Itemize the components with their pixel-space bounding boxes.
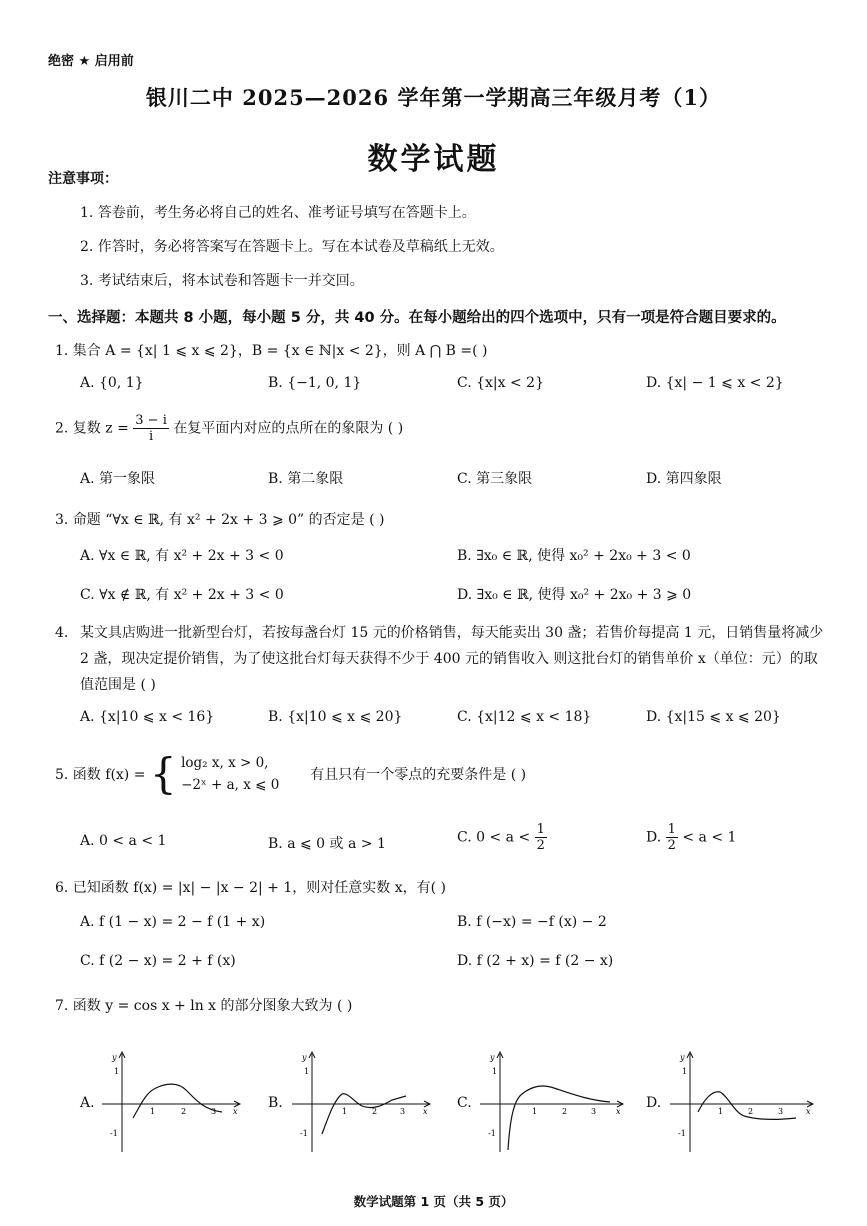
q2-prefix: 2. 复数 z = bbox=[55, 420, 129, 437]
q5-option-d bbox=[646, 822, 736, 853]
q7-label-a: A. bbox=[80, 1095, 95, 1111]
q5-option-a: A. 0 < a < 1 bbox=[80, 833, 167, 849]
q1-option-d: D. {x| − 1 ⩽ x < 2} bbox=[646, 375, 784, 391]
question-7-stem: 7. 函数 y = cos x + ln x 的部分图象大致为 ( ) bbox=[55, 998, 353, 1014]
notice-item: 3. 考试结束后，将本试卷和答题卡一并交回。 bbox=[80, 273, 364, 289]
q7-label-d: D. bbox=[646, 1095, 662, 1111]
q7b-tick-2: 2 bbox=[372, 1107, 378, 1116]
q7b-tick-3: 3 bbox=[400, 1107, 406, 1116]
q7a-one: 1 bbox=[114, 1067, 120, 1076]
q5-option-d-fraction bbox=[666, 822, 678, 853]
q7a-tick-1: 1 bbox=[150, 1107, 156, 1116]
q5-cases bbox=[181, 752, 279, 796]
q5-suffix: 有且只有一个零点的充要条件是 ( ) bbox=[310, 767, 527, 783]
q5-case-1: log₂ x, x > 0, bbox=[181, 755, 269, 771]
q6-option-b: B. f (−x) = −f (x) − 2 bbox=[457, 914, 607, 930]
q7d-tick-2: 2 bbox=[748, 1107, 754, 1116]
q7-graph-a bbox=[100, 1048, 245, 1156]
question-1-stem: 1. 集合 A = {x| 1 ⩽ x ⩽ 2}，B = {x ∈ ℕ|x < 2}，则 A ⋂ B =( ) bbox=[55, 343, 488, 359]
q5-prefix: 5. 函数 f(x) = bbox=[55, 767, 146, 783]
q7b-y-label: y bbox=[302, 1053, 307, 1062]
q5-option-b: B. a ⩽ 0 或 a > 1 bbox=[268, 836, 386, 852]
q7-graph-b bbox=[290, 1048, 435, 1156]
q7b-one: 1 bbox=[304, 1067, 310, 1076]
question-5-stem bbox=[55, 749, 527, 798]
q7d-tick-3: 3 bbox=[778, 1107, 784, 1116]
q7d-tick-1: 1 bbox=[718, 1107, 724, 1116]
notice-item: 1. 答卷前，考生务必将自己的姓名、准考证号填写在答题卡上。 bbox=[80, 205, 476, 221]
q7a-y-label: y bbox=[112, 1053, 117, 1062]
q2-option-d: D. 第四象限 bbox=[646, 471, 722, 487]
q7a-neg-one: -1 bbox=[110, 1129, 118, 1138]
page-footer: 数学试题第 1 页（共 5 页） bbox=[353, 1194, 514, 1209]
subject-title: 数学试题 bbox=[367, 142, 500, 177]
question-2-stem bbox=[55, 413, 403, 444]
q5-option-d-text: < a < 1 bbox=[682, 829, 737, 846]
q4-option-b: B. {x|10 ⩽ x ⩽ 20} bbox=[268, 709, 403, 725]
q7a-x-label: x bbox=[233, 1107, 238, 1116]
q7c-neg-one: -1 bbox=[488, 1129, 496, 1138]
q2-numerator: 3 − i bbox=[135, 413, 167, 428]
q6-option-c: C. f (2 − x) = 2 + f (x) bbox=[80, 953, 236, 969]
q3-option-c: C. ∀x ∉ ℝ, 有 x² + 2x + 3 < 0 bbox=[80, 587, 284, 603]
q7b-neg-one: -1 bbox=[300, 1129, 308, 1138]
q5-c-denominator: 2 bbox=[536, 838, 545, 853]
section-heading: 一、选择题：本题共 8 小题，每小题 5 分，共 40 分。在每小题给出的四个选项中，只有一项是符合题目要求的。 bbox=[48, 310, 786, 326]
q5-case-2: −2ˣ + a, x ⩽ 0 bbox=[181, 777, 280, 793]
q7c-tick-3: 3 bbox=[591, 1107, 597, 1116]
q7c-x-label: x bbox=[616, 1107, 621, 1116]
q1-option-c: C. {x|x < 2} bbox=[457, 375, 544, 391]
q5-d-denominator: 2 bbox=[667, 838, 676, 853]
q2-denominator: i bbox=[148, 429, 154, 444]
question-6-stem: 6. 已知函数 f(x) = |x| − |x − 2| + 1，则对任意实数 x，有( ) bbox=[55, 880, 446, 896]
q7c-tick-1: 1 bbox=[532, 1107, 538, 1116]
q4-option-d: D. {x|15 ⩽ x ⩽ 20} bbox=[646, 709, 781, 725]
q1-option-b: B. {−1, 0, 1} bbox=[268, 375, 362, 391]
q5-d-numerator: 1 bbox=[667, 822, 676, 837]
q7d-neg-one: -1 bbox=[678, 1129, 686, 1138]
question-4-number: 4. bbox=[55, 625, 69, 641]
q1-option-a: A. {0, 1} bbox=[80, 375, 144, 391]
q4-option-c: C. {x|12 ⩽ x < 18} bbox=[457, 709, 592, 725]
q7-label-c: C. bbox=[457, 1095, 472, 1111]
q5-option-c-fraction bbox=[535, 822, 547, 853]
q3-option-d: D. ∃x₀ ∈ ℝ, 使得 x₀² + 2x₀ + 3 ⩾ 0 bbox=[457, 587, 692, 603]
confidential-mark: 绝密 ★ 启用前 bbox=[48, 54, 134, 69]
q2-suffix: 在复平面内对应的点所在的象限为 ( ) bbox=[173, 420, 404, 437]
q7d-x-label: x bbox=[806, 1107, 811, 1116]
q7c-tick-2: 2 bbox=[562, 1107, 568, 1116]
q7-graph-d bbox=[668, 1048, 818, 1156]
q3-option-a: A. ∀x ∈ ℝ, 有 x² + 2x + 3 < 0 bbox=[80, 548, 284, 564]
q2-option-b: B. 第二象限 bbox=[268, 471, 344, 487]
q2-fraction bbox=[133, 413, 169, 444]
q7d-y-label: y bbox=[680, 1053, 685, 1062]
exam-title: 银川二中 2025—2026 学年第一学期高三年级月考（1） bbox=[145, 85, 722, 110]
q7-label-b: B. bbox=[268, 1095, 283, 1111]
q7a-tick-3: 3 bbox=[211, 1107, 217, 1116]
q2-option-a: A. 第一象限 bbox=[80, 471, 156, 487]
q5-option-c bbox=[457, 822, 547, 853]
notice-heading: 注意事项： bbox=[48, 171, 118, 187]
q7-graph-c bbox=[478, 1048, 628, 1156]
q7b-x-label: x bbox=[423, 1107, 428, 1116]
q7d-one: 1 bbox=[682, 1067, 688, 1076]
q5-option-c-text: C. 0 < a < bbox=[457, 829, 531, 846]
question-3-stem: 3. 命题 “∀x ∈ ℝ, 有 x² + 2x + 3 ⩾ 0” 的否定是 ( ) bbox=[55, 512, 385, 528]
q6-option-d: D. f (2 + x) = f (2 − x) bbox=[457, 953, 614, 969]
q7a-tick-2: 2 bbox=[181, 1107, 187, 1116]
q7b-tick-1: 1 bbox=[342, 1107, 348, 1116]
q3-option-b: B. ∃x₀ ∈ ℝ, 使得 x₀² + 2x₀ + 3 < 0 bbox=[457, 548, 691, 564]
notice-item: 2. 作答时，务必将答案写在答题卡上。写在本试卷及草稿纸上无效。 bbox=[80, 239, 504, 255]
q2-option-c: C. 第三象限 bbox=[457, 471, 533, 487]
q5-brace: { bbox=[149, 749, 177, 798]
q4-option-a: A. {x|10 ⩽ x < 16} bbox=[80, 709, 215, 725]
q7c-y-label: y bbox=[490, 1053, 495, 1062]
question-4-stem: 某文具店购进一批新型台灯，若按每盏台灯 15 元的价格销售，每天能卖出 30 盏；若售价每提高 1 元，日销售量将减少 2 盏，现决定提价销售，为了使这批台灯每天获得不少于 400 元的销售收入 则这批台灯的销售单价 x（单位：元）的取值范围是 ( ) bbox=[80, 625, 824, 693]
q6-option-a: A. f (1 − x) = 2 − f (1 + x) bbox=[80, 914, 266, 930]
q5-option-d-label: D. bbox=[646, 829, 662, 846]
q5-c-numerator: 1 bbox=[536, 822, 545, 837]
q7c-one: 1 bbox=[492, 1067, 498, 1076]
